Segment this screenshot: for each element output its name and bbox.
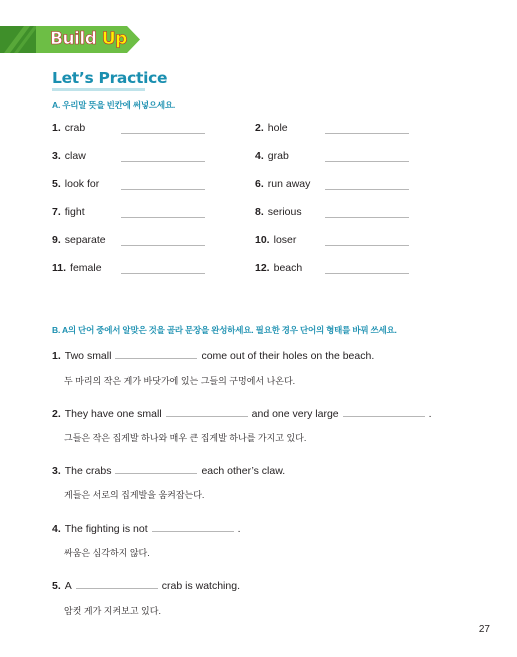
section-banner [0, 26, 140, 53]
vocab-item: 4. grab [255, 150, 289, 162]
korean-translation: 싸움은 심각하지 않다. [64, 548, 150, 558]
vocab-item: 6. run away [255, 178, 311, 190]
sentence-blank[interactable] [343, 406, 425, 417]
answer-blank[interactable] [121, 245, 205, 246]
sentence-item: 1. Two small come out of their holes on the beach. [52, 350, 375, 362]
vocab-item: 5. look for [52, 178, 100, 190]
vocab-item: 11. female [52, 262, 102, 274]
answer-blank[interactable] [121, 133, 205, 134]
answer-blank[interactable] [121, 273, 205, 274]
korean-translation: 암컷 게가 지켜보고 있다. [64, 606, 161, 616]
answer-blank[interactable] [121, 217, 205, 218]
sentence-item: 2. They have one small and one very large . [52, 408, 432, 420]
section-title [50, 28, 127, 51]
answer-blank[interactable] [121, 161, 205, 162]
sentence-blank[interactable] [115, 463, 197, 474]
sentence-item: 5. A crab is watching. [52, 580, 240, 592]
vocab-item: 10. loser [255, 234, 297, 246]
sentence-blank[interactable] [115, 348, 197, 359]
korean-translation: 두 마리의 작은 게가 바닷가에 있는 그들의 구멍에서 나온다. [64, 376, 296, 386]
section-title-word2: Up [101, 29, 127, 49]
section-title-word1: Build [50, 29, 97, 49]
answer-blank[interactable] [325, 189, 409, 190]
title-underline [52, 88, 145, 91]
part-b-instruction: B. A의 단어 중에서 알맞은 것을 골라 문장을 완성하세요. 필요한 경우 단어의 형태를 바꿔 쓰세요. [52, 325, 397, 335]
answer-blank[interactable] [325, 245, 409, 246]
korean-translation: 그들은 작은 집게발 하나와 매우 큰 집게발 하나를 가지고 있다. [64, 433, 307, 443]
sentence-blank[interactable] [166, 406, 248, 417]
vocab-item: 9. separate [52, 234, 106, 246]
vocab-item: 3. claw [52, 150, 86, 162]
answer-blank[interactable] [325, 217, 409, 218]
answer-blank[interactable] [325, 133, 409, 134]
vocab-item: 1. crab [52, 122, 86, 134]
vocab-item: 12. beach [255, 262, 303, 274]
answer-blank[interactable] [121, 189, 205, 190]
sentence-item: 4. The fighting is not . [52, 523, 241, 535]
sentence-blank[interactable] [76, 578, 158, 589]
answer-blank[interactable] [325, 273, 409, 274]
practice-title: Let’s Practice [52, 69, 168, 87]
korean-translation: 게들은 서로의 집게발을 움켜잡는다. [64, 490, 205, 500]
part-a-instruction: A. 우리말 뜻을 빈칸에 써넣으세요. [52, 100, 176, 110]
vocab-item: 7. fight [52, 206, 85, 218]
sentence-item: 3. The crabs each other’s claw. [52, 465, 286, 477]
page-number: 27 [478, 624, 490, 635]
vocab-item: 8. serious [255, 206, 302, 218]
sentence-blank[interactable] [152, 521, 234, 532]
vocab-item: 2. hole [255, 122, 288, 134]
answer-blank[interactable] [325, 161, 409, 162]
